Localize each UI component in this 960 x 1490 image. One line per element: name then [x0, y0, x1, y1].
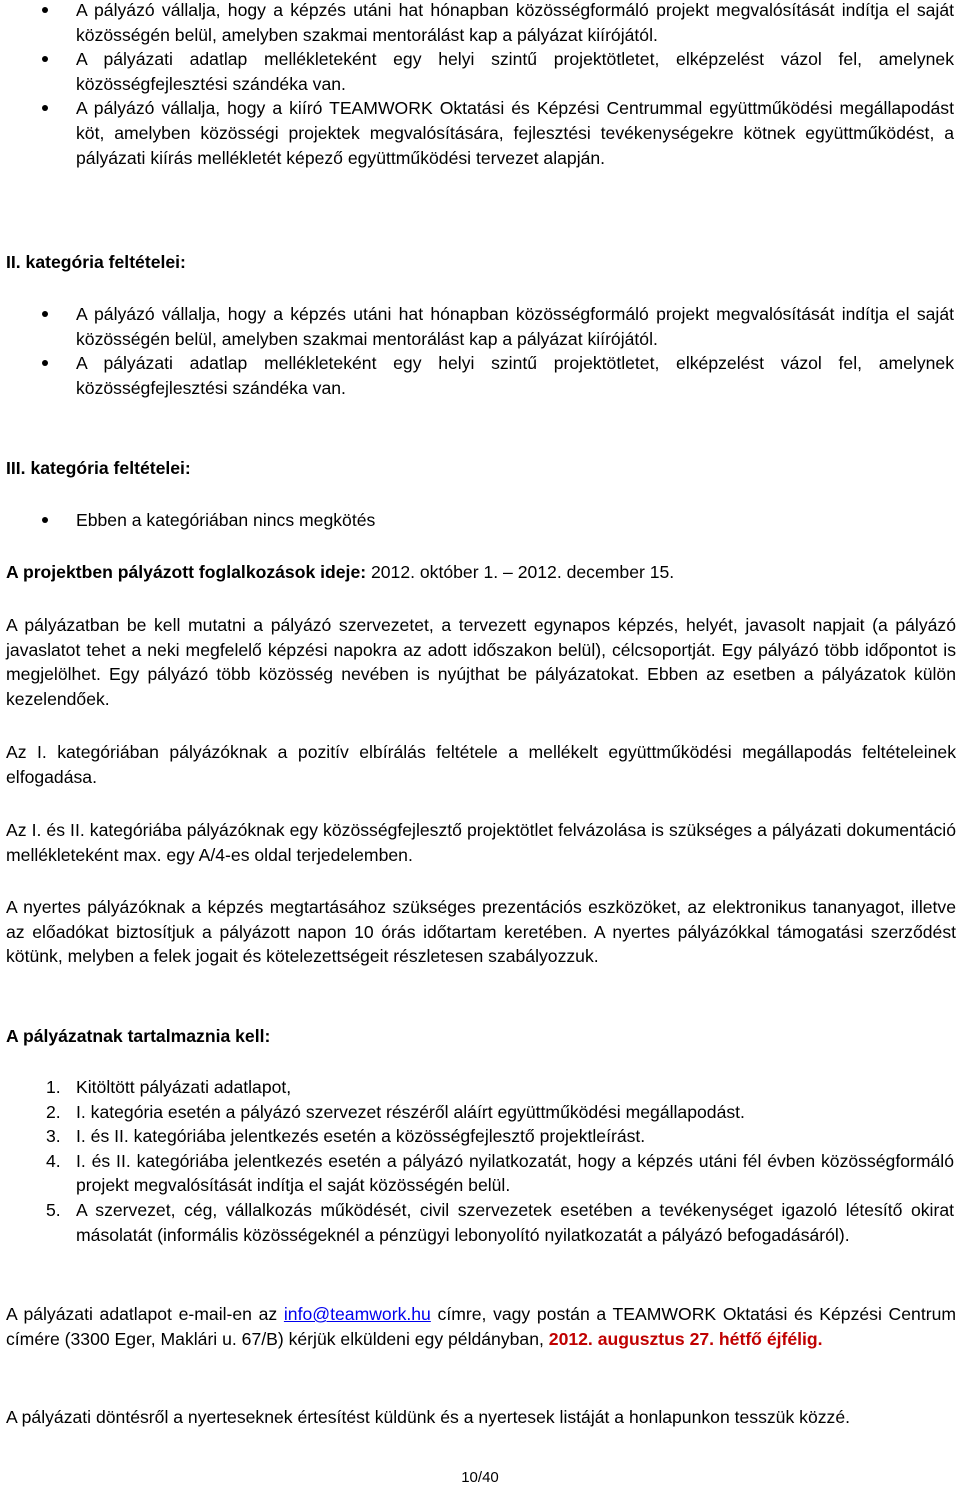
bullet-icon — [42, 360, 48, 366]
page-number: 10/40 — [461, 1469, 499, 1486]
bullet-icon — [42, 517, 48, 523]
bullet-icon — [42, 105, 48, 111]
paragraph: Az I. kategóriában pályázóknak a pozitív elbírálás feltétele a mellékelt együttműködési megállapodás feltételeinek elfogadása. — [6, 742, 956, 787]
category-2-list — [6, 302, 956, 400]
paragraph: A nyertes pályázóknak a képzés megtartásához szükséges prezentációs eszközöket, az elektronikus tananyagot, illetve az előadókat biztosítjuk a pályázott napon 10 órás időtartam keretében. A nyertes pályázókkal támogatási szerződést kötünk, melyben a felek jogait és kötelezettségeit részletesen szabályozzuk. — [6, 897, 956, 967]
list-item: A pályázati adatlap mellékleteként egy helyi szintű projektötletet, elképzelést vázol fel, amelynek közösségfejlesztési szándéka van. — [6, 47, 956, 96]
category-3-heading: III. kategória feltételei: — [6, 458, 191, 478]
list-item: A pályázó vállalja, hogy a kiíró TEAMWORK Oktatási és Képzési Centrummal együttműködési megállapodást köt, amelyben közösségi projektek megvalósítására, fejlesztési tevékenységekre kötnek együttműködést, a pályázati kiírás mellékletét képező együttműködési tervezet alapján. — [6, 96, 956, 170]
category-3-list — [6, 508, 956, 533]
list-item: 1. Kitöltött pályázati adatlapot, — [46, 1077, 292, 1097]
list-item: 3. I. és II. kategóriába jelentkezés esetén a közösségfejlesztő projektleírást. — [46, 1126, 646, 1147]
bullet-icon — [42, 311, 48, 317]
email-link[interactable]: info@teamwork.hu — [283, 1304, 431, 1324]
list-item: 2. I. kategória esetén a pályázó szervezet részéről aláírt együttműködési megállapodást. — [46, 1101, 745, 1122]
list-item: A pályázó vállalja, hogy a képzés utáni hat hónapban közösségformáló projekt megvalósítását indítja el saját közösségén belül, amelyben szakmai mentorálást kap a pályázat kiírójától. — [6, 302, 956, 351]
submission-paragraph: A pályázati adatlapot e-mail-en az info@teamwork.hu címre, vagy postán a TEAMWORK Oktatási és Képzési Centrum címére (3300 Eger, Maklári u. 67/B) kérjük elküldeni egy példányban, 2012. augusztus 27. hétfő éjfélig. — [6, 1304, 957, 1349]
contents-list — [6, 1075, 956, 1247]
list-item: A pályázati adatlap mellékleteként egy helyi szintű projektötletet, elképzelést vázol fel, amelynek közösségfejlesztési szándéka van. — [6, 351, 956, 400]
deadline: 2012. augusztus 27. hétfő éjfélig. — [548, 1328, 823, 1349]
bullet-icon — [42, 56, 48, 62]
list-item: 4. I. és II. kategóriába jelentkezés esetén a pályázó nyilatkozatát, hogy a képzés utáni fél évben közösségformáló projekt megvalósítását indítja el saját közösségén belül. — [46, 1150, 954, 1196]
list-item: Ebben a kategóriában nincs megkötés — [6, 508, 956, 533]
period-value: 2012. október 1. – 2012. december 15. — [366, 562, 675, 582]
project-period — [6, 560, 958, 585]
contents-heading: A pályázatnak tartalmaznia kell: — [6, 1026, 271, 1046]
paragraph: Az I. és II. kategóriába pályázóknak egy közösségfejlesztő projektötlet felvázolása is szükséges a pályázati dokumentáció mellékleteként max. egy A/4-es oldal terjedelemben. — [6, 820, 956, 865]
paragraph: A pályázatban be kell mutatni a pályázó szervezetet, a tervezett egynapos képzés, helyét, javasolt napjait (a pályázó javaslatot tehet a neki megfelelő képzési napokra az adott időszakon belül), célcsoportját. Egy pályázó több időpontot is megjelölhet. Egy pályázó több közösség nevében is nyújthat be pályázatokat. Ebben az esetben a pályázatok külön kezelendőek. — [6, 615, 956, 709]
period-label: A projektben pályázott foglalkozások ideje: — [6, 562, 367, 582]
bullet-icon — [42, 7, 48, 13]
list-item: 5. A szervezet, cég, vállalkozás működését, civil szervezetek esetében a tevékenységet igazoló létesítő okirat másolatát (informális közösségeknél a pénzügyi lebonyolító nyilatkozatát a pályázó befogadásáról). — [46, 1199, 954, 1245]
list-item: A pályázó vállalja, hogy a képzés utáni hat hónapban közösségformáló projekt megvalósítását indítja el saját közösségén belül, amelyben szakmai mentorálást kap a pályázat kiírójától. — [6, 0, 956, 47]
top-bullet-list — [6, 0, 956, 170]
closing-paragraph: A pályázati döntésről a nyerteseknek értesítést küldünk és a nyertesek listáját a honlapunkon tesszük közzé. — [6, 1407, 851, 1427]
category-2-heading: II. kategória feltételei: — [6, 252, 186, 272]
